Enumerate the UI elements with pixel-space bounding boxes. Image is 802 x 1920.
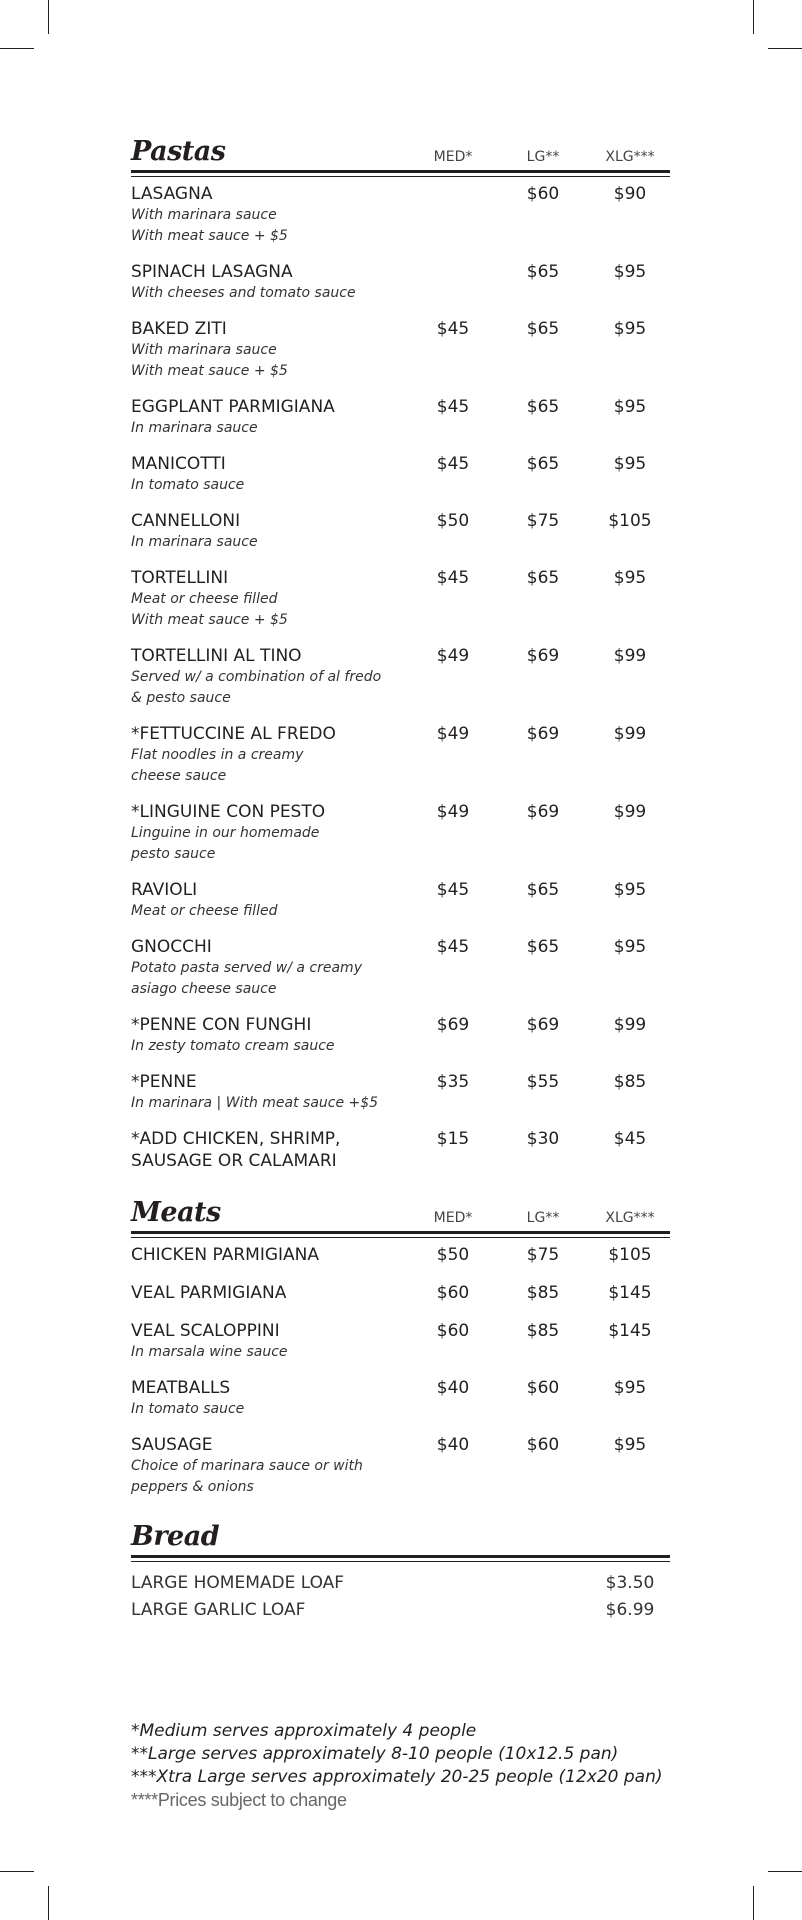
section-title: Bread <box>131 1521 220 1552</box>
footnotes <box>131 1720 691 1812</box>
item-description: In marinara sauce <box>131 534 258 550</box>
column-header-xlg: XLG*** <box>605 149 655 165</box>
price-lg: $75 <box>526 511 560 531</box>
price-med: $45 <box>436 568 470 588</box>
price-med: $45 <box>436 454 470 474</box>
item-description: With marinara sauce With meat sauce + $5 <box>131 207 288 244</box>
price-med: $50 <box>436 1245 470 1265</box>
price-lg: $60 <box>526 184 560 204</box>
item-description: Linguine in our homemade pesto sauce <box>131 825 320 862</box>
column-header-med: MED* <box>433 149 473 165</box>
price-lg: $30 <box>526 1129 560 1149</box>
section-rule <box>131 1555 670 1562</box>
item-name: TORTELLINI AL TINO <box>131 646 302 666</box>
item-name: LARGE GARLIC LOAF <box>131 1600 306 1620</box>
price-lg: $65 <box>526 568 560 588</box>
item-price: $6.99 <box>605 1600 655 1620</box>
menu-item <box>131 723 670 787</box>
price-xlg: $95 <box>613 319 647 339</box>
menu-item <box>131 183 670 247</box>
menu-item <box>131 1377 670 1420</box>
section-header <box>131 1191 670 1231</box>
pastas-list <box>131 183 670 1172</box>
price-med: $45 <box>436 397 470 417</box>
crop-mark <box>768 48 802 49</box>
bread-section <box>131 1515 670 1624</box>
item-description: Choice of marinara sauce or with peppers & onions <box>131 1458 363 1495</box>
price-med: $49 <box>436 802 470 822</box>
price-lg: $60 <box>526 1435 560 1455</box>
item-description: Meat or cheese filled With meat sauce + $5 <box>131 591 288 628</box>
item-description: Meat or cheese filled <box>131 903 278 919</box>
price-xlg: $99 <box>613 802 647 822</box>
price-xlg: $45 <box>613 1129 647 1149</box>
crop-mark <box>0 48 34 49</box>
price-med: $40 <box>436 1378 470 1398</box>
menu-item <box>131 261 670 304</box>
price-xlg: $145 <box>608 1321 652 1341</box>
item-description: Served w/ a combination of al fredo & pesto sauce <box>131 669 382 706</box>
price-med: $49 <box>436 724 470 744</box>
price-med: $15 <box>436 1129 470 1149</box>
price-lg: $69 <box>526 802 560 822</box>
price-lg: $65 <box>526 937 560 957</box>
item-name: CANNELLONI <box>131 511 241 531</box>
price-xlg: $90 <box>613 184 647 204</box>
price-lg: $75 <box>526 1245 560 1265</box>
item-name: MANICOTTI <box>131 454 226 474</box>
item-name: *ADD CHICKEN, SHRIMP, SAUSAGE OR CALAMARI <box>131 1129 341 1171</box>
price-xlg: $95 <box>613 454 647 474</box>
price-med: $49 <box>436 646 470 666</box>
item-name: GNOCCHI <box>131 937 212 957</box>
menu-item <box>131 801 670 865</box>
menu-item <box>131 1570 670 1597</box>
meats-list <box>131 1244 670 1498</box>
price-lg: $69 <box>526 724 560 744</box>
price-lg: $65 <box>526 454 560 474</box>
section-rule <box>131 170 670 177</box>
menu-item <box>131 396 670 439</box>
price-lg: $55 <box>526 1072 560 1092</box>
menu-item <box>131 510 670 553</box>
price-lg: $65 <box>526 319 560 339</box>
price-xlg: $95 <box>613 1378 647 1398</box>
price-med: $40 <box>436 1435 470 1455</box>
section-rule <box>131 1231 670 1238</box>
item-name: SPINACH LASAGNA <box>131 262 293 282</box>
price-lg: $85 <box>526 1283 560 1303</box>
section-title: Pastas <box>131 136 226 167</box>
price-xlg: $105 <box>608 1245 652 1265</box>
item-description: With cheeses and tomato sauce <box>131 285 356 301</box>
price-med: $35 <box>436 1072 470 1092</box>
price-xlg: $99 <box>613 724 647 744</box>
item-name: SAUSAGE <box>131 1435 213 1455</box>
menu-item <box>131 1071 670 1114</box>
item-name: RAVIOLI <box>131 880 198 900</box>
item-name: LASAGNA <box>131 184 213 204</box>
menu-item <box>131 1282 670 1304</box>
column-header-lg: LG** <box>526 149 560 165</box>
menu-item <box>131 1434 670 1498</box>
footnote: **Large serves approximately 8-10 people (10x12.5 pan) <box>131 1744 619 1764</box>
price-med: $45 <box>436 319 470 339</box>
price-xlg: $85 <box>613 1072 647 1092</box>
item-description: Potato pasta served w/ a creamy asiago cheese sauce <box>131 960 362 997</box>
price-med: $45 <box>436 937 470 957</box>
item-name: EGGPLANT PARMIGIANA <box>131 397 335 417</box>
price-xlg: $95 <box>613 880 647 900</box>
crop-mark <box>768 1871 802 1872</box>
item-name: LARGE HOMEMADE LOAF <box>131 1573 345 1593</box>
crop-mark <box>753 1886 754 1920</box>
price-lg: $65 <box>526 397 560 417</box>
pastas-section <box>131 130 670 1172</box>
item-description: In marinara sauce <box>131 420 258 436</box>
price-xlg: $95 <box>613 568 647 588</box>
price-xlg: $99 <box>613 1015 647 1035</box>
price-lg: $69 <box>526 1015 560 1035</box>
menu-item <box>131 645 670 709</box>
crop-mark <box>0 1871 34 1872</box>
menu-item <box>131 936 670 1000</box>
price-med: $45 <box>436 880 470 900</box>
price-xlg: $99 <box>613 646 647 666</box>
bread-list <box>131 1570 670 1624</box>
item-name: *PENNE <box>131 1072 197 1092</box>
price-xlg: $95 <box>613 1435 647 1455</box>
item-description: In tomato sauce <box>131 1401 245 1417</box>
item-name: VEAL SCALOPPINI <box>131 1321 280 1341</box>
section-header <box>131 1515 670 1555</box>
section-header <box>131 130 670 170</box>
price-med: $60 <box>436 1283 470 1303</box>
price-xlg: $95 <box>613 397 647 417</box>
crop-mark <box>48 0 49 34</box>
footnote: *Medium serves approximately 4 people <box>131 1721 477 1741</box>
price-med: $60 <box>436 1321 470 1341</box>
item-name: *FETTUCCINE AL FREDO <box>131 724 336 744</box>
item-description: Flat noodles in a creamy cheese sauce <box>131 747 304 784</box>
column-header-xlg: XLG*** <box>605 1210 655 1226</box>
crop-mark <box>753 0 754 34</box>
menu-item <box>131 1014 670 1057</box>
item-name: VEAL PARMIGIANA <box>131 1283 287 1303</box>
footnote: ****Prices subject to change <box>131 1790 347 1810</box>
item-description: In marsala wine sauce <box>131 1344 288 1360</box>
item-name: BAKED ZITI <box>131 319 227 339</box>
item-description: In tomato sauce <box>131 477 245 493</box>
item-name: TORTELLINI <box>131 568 229 588</box>
menu <box>131 130 670 1624</box>
price-xlg: $105 <box>608 511 652 531</box>
item-name: *LINGUINE CON PESTO <box>131 802 326 822</box>
price-xlg: $145 <box>608 1283 652 1303</box>
item-description: In marinara | With meat sauce +$5 <box>131 1095 379 1111</box>
menu-item <box>131 1597 670 1624</box>
section-title: Meats <box>131 1197 221 1228</box>
column-header-lg: LG** <box>526 1210 560 1226</box>
column-header-med: MED* <box>433 1210 473 1226</box>
footnote: ***Xtra Large serves approximately 20-25 people (12x20 pan) <box>131 1767 663 1787</box>
price-lg: $65 <box>526 880 560 900</box>
item-name: *PENNE CON FUNGHI <box>131 1015 312 1035</box>
crop-mark <box>48 1886 49 1920</box>
menu-item <box>131 318 670 382</box>
price-xlg: $95 <box>613 262 647 282</box>
item-description: In zesty tomato cream sauce <box>131 1038 335 1054</box>
menu-item <box>131 1244 670 1266</box>
item-price: $3.50 <box>605 1573 655 1593</box>
price-xlg: $95 <box>613 937 647 957</box>
price-lg: $65 <box>526 262 560 282</box>
price-med: $69 <box>436 1015 470 1035</box>
item-name: CHICKEN PARMIGIANA <box>131 1245 319 1265</box>
menu-item <box>131 567 670 631</box>
price-lg: $85 <box>526 1321 560 1341</box>
menu-item <box>131 1320 670 1363</box>
menu-item <box>131 879 670 922</box>
menu-item <box>131 1128 670 1172</box>
price-lg: $60 <box>526 1378 560 1398</box>
price-lg: $69 <box>526 646 560 666</box>
menu-item <box>131 453 670 496</box>
item-description: With marinara sauce With meat sauce + $5 <box>131 342 288 379</box>
item-name: MEATBALLS <box>131 1378 231 1398</box>
meats-section <box>131 1191 670 1498</box>
price-med: $50 <box>436 511 470 531</box>
